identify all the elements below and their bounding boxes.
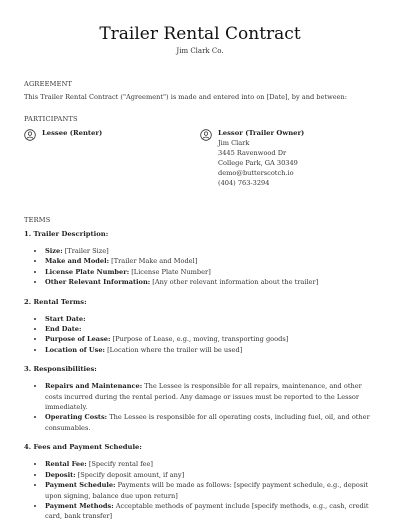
list-item: • Rental Fee: [Specify rental fee] xyxy=(45,459,376,469)
list-item: • Operating Costs: The Lessee is responsible for all operating costs, including fuel, oil, and other consumables. xyxy=(45,412,376,433)
lessee-block xyxy=(24,129,200,188)
participants-block xyxy=(24,129,376,188)
person-icon xyxy=(200,129,212,141)
lessor-name: Jim Clark xyxy=(218,139,250,147)
lessor-phone: (404) 763-3294 xyxy=(218,179,270,187)
lessee-title: Lessee (Renter) xyxy=(42,129,103,137)
lessor-details xyxy=(218,138,304,188)
list-item: • Other Relevant Information: [Any other relevant information about the trailer] xyxy=(45,277,376,287)
list-item: • End Date: xyxy=(45,324,376,334)
person-icon xyxy=(24,129,36,141)
list-item: • Repairs and Maintenance: The Lessee is responsible for all repairs, maintenance, and other costs incurred during the rental period. Any damage or issues must be reported to the Lessor immediately. xyxy=(45,381,376,412)
lessor-title: Lessor (Trailer Owner) xyxy=(218,129,305,137)
term-heading-rental-terms: 2. Rental Terms: xyxy=(24,297,87,306)
agreement-label: AGREEMENT xyxy=(24,80,73,88)
list-item: • Purpose of Lease: [Purpose of Lease, e.g., moving, transporting goods] xyxy=(45,334,376,344)
list-item: • License Plate Number: [License Plate Number] xyxy=(45,267,376,277)
term-heading-responsibilities: 3. Responsibilities: xyxy=(24,365,97,374)
responsibilities-list xyxy=(24,381,376,433)
lessor-street: 3445 Ravenwood Dr xyxy=(218,149,287,157)
list-item: • Location of Use: [Location where the trailer will be used] xyxy=(45,345,376,355)
lessor-city: College Park, GA 30349 xyxy=(218,159,298,167)
list-item: • Make and Model: [Trailer Make and Model] xyxy=(45,256,376,266)
participants-label: PARTICIPANTS xyxy=(24,115,78,123)
list-item: • Start Date: xyxy=(45,314,376,324)
fees-payment-list xyxy=(24,459,376,521)
lessor-block xyxy=(200,129,376,188)
list-item: • Size: [Trailer Size] xyxy=(45,246,376,256)
term-heading-fees-payment: 4. Fees and Payment Schedule: xyxy=(24,443,142,452)
term-heading-trailer-description: 1. Trailer Description: xyxy=(24,230,109,238)
trailer-description-list xyxy=(24,246,376,288)
list-item: • Deposit: [Specify deposit amount, if any] xyxy=(45,470,376,480)
rental-terms-list xyxy=(24,314,376,356)
company-name: Jim Clark Co. xyxy=(176,47,224,55)
agreement-text: This Trailer Rental Contract ("Agreement") is made and entered into on [Date], by and between: xyxy=(24,93,347,101)
terms-label: TERMS xyxy=(24,216,51,224)
document-title: Trailer Rental Contract xyxy=(99,24,301,44)
list-item: • Payment Schedule: Payments will be made as follows: [specify payment schedule, e.g., deposit upon signing, balance due upon return] xyxy=(45,480,376,501)
list-item: • Payment Methods: Acceptable methods of payment include [specify methods, e.g., cash, credit card, bank transfer] xyxy=(45,501,376,522)
lessor-email: demo@butterscotch.io xyxy=(218,169,294,177)
